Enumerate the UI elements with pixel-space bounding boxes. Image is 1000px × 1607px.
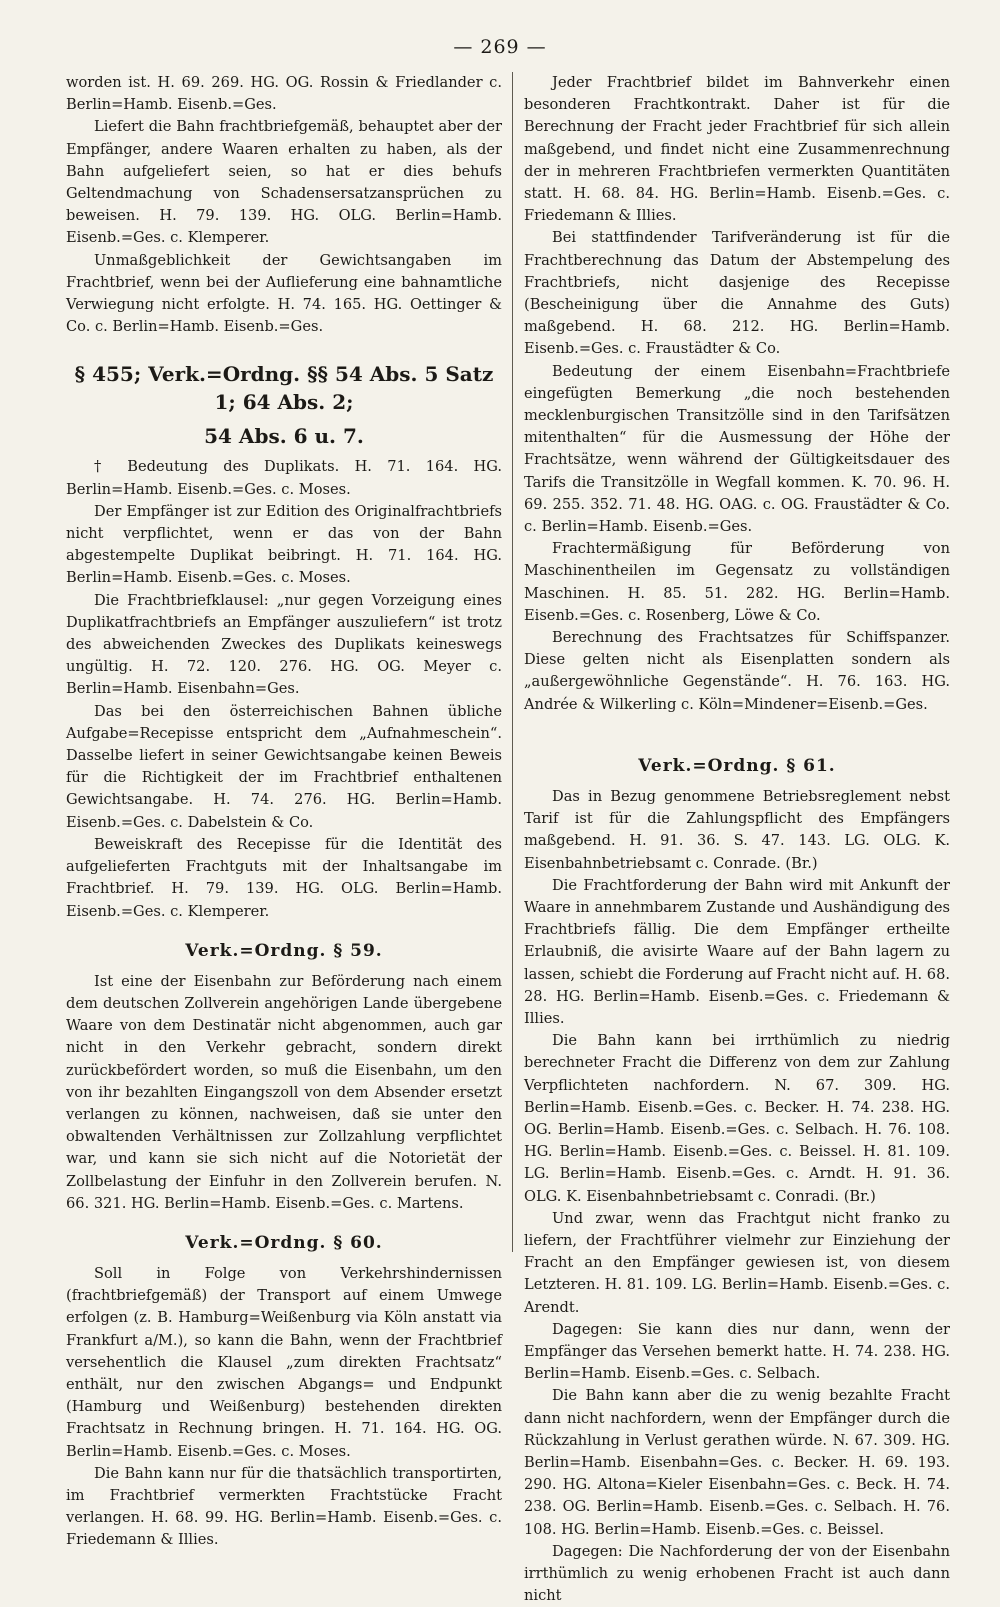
paragraph: Jeder Frachtbrief bildet im Bahnverkehr einen besonderen Frachtkontrakt. Daher ist für die Berechnung der Fracht jeder Frachtbrief für sich allein maßgebend, und findet nicht eine Zusammenrechnung der in mehreren Frachtbriefen vermerkten Quantitäten statt. H. 68. 84. HG. Berlin=Hamb. Eisenb.=Ges. c. Friedemann & Illies. — [524, 74, 950, 225]
paragraph: Bedeutung der einem Eisenbahn=Frachtbriefe eingefügten Bemerkung „die noch bestehenden mecklenburgischen Transitzölle sind in den Tarifsätzen mitenthalten“ für die Ausmessung der Höhe der Frachtsätze, wenn während der Gültigkeitsdauer des Tarifs die Transitzölle in Wegfall kommen. K. 70. 96. H. 69. 255. 352. 71. 48. HG. OAG. c. OG. Fraustädter & Co. c. Berlin=Hamb. Eisenb.=Ges. — [524, 362, 950, 536]
section-heading-61: Verk.=Ordng. § 61. — [638, 755, 836, 776]
section-heading-60: Verk.=Ordng. § 60. — [185, 1232, 383, 1253]
paragraph: Der Empfänger ist zur Edition des Originalfrachtbriefs nicht verpflichtet, wenn er das von der Bahn abgestempelte Duplikat beibringt. H. 71. 164. HG. Berlin=Hamb. Eisenb.=Ges. c. Moses. — [66, 502, 502, 587]
paragraph: Die Frachtforderung der Bahn wird mit Ankunft der Waare in annehmbarem Zustande und Aushändigung des Frachtbriefs fällig. Die dem Empfänger ertheilte Erlaubniß, die avisirte Waare auf der Bahn lagern zu lassen, schiebt die Forderung auf Fracht nicht auf. H. 68. 28. HG. Berlin=Hamb. Eisenb.=Ges. c. Friedemann & Illies. — [524, 876, 950, 1027]
paragraph: Die Bahn kann bei irrthümlich zu niedrig berechneter Fracht die Differenz von dem zur Zahlung Verpflichteten nachfordern. N. 67. 309. HG. Berlin=Hamb. Eisenb.=Ges. c. Becker. H. 74. 238. HG. OG. Berlin=Hamb. Eisenb.=Ges. c. Selbach. H. 76. 108. HG. Berlin=Hamb. Eisenb.=Ges. c. Beissel. H. 81. 109. LG. Berlin=Hamb. Eisenb.=Ges. c. Arndt. H. 91. 36. OLG. K. Eisenbahnbetriebsamt c. Conradi. (Br.) — [524, 1032, 950, 1205]
paragraph: Die Frachtbriefklausel: „nur gegen Vorzeigung eines Duplikatfrachtbriefs an Empfänger auszuliefern“ ist trotz des abweichenden Zweckes des Duplikats keineswegs ungültig. H. 72. 120. 276. HG. OG. Meyer c. Berlin=Hamb. Eisenbahn=Ges. — [66, 591, 502, 698]
paragraph: Und zwar, wenn das Frachtgut nicht franko zu liefern, der Frachtführer vielmehr zur Einziehung der Fracht an den Empfänger gewiesen ist, von diesem Letzteren. H. 81. 109. LG. Berlin=Hamb. Eisenb.=Ges. c. Arendt. — [524, 1209, 950, 1316]
section-heading-455: § 455; Verk.=Ordng. §§ 54 Abs. 5 Satz 1; 64 Abs. 2; — [74, 362, 494, 415]
paragraph: Liefert die Bahn frachtbriefgemäß, behauptet aber der Empfänger, andere Waaren erhalten zu haben, als der Bahn aufgeliefert seien, so hat er dies behufs Geltendmachung von Schadensersatzansprüchen zu beweisen. H. 79. 139. HG. OLG. Berlin=Hamb. Eisenb.=Ges. c. Klemperer. — [66, 118, 502, 247]
paragraph: Dagegen: Die Nachforderung der von der Eisenbahn irrthümlich zu wenig erhobenen Fracht ist auch dann nicht — [524, 1542, 950, 1605]
paragraph: Beweiskraft des Recepisse für die Identität des aufgelieferten Frachtguts mit der Inhaltsangabe im Frachtbrief. H. 79. 139. HG. OLG. Berlin=Hamb. Eisenb.=Ges. c. Klemperer. — [66, 835, 502, 920]
paragraph: Das in Bezug genommene Betriebsreglement nebst Tarif ist für die Zahlungspflicht des Empfängers maßgebend. H. 91. 36. S. 47. 143. LG. OLG. K. Eisenbahnbetriebsamt c. Conrade. (Br.) — [524, 787, 950, 872]
paragraph: Berechnung des Frachtsatzes für Schiffspanzer. Diese gelten nicht als Eisenplatten sondern als „außergewöhnliche Gegenstände“. H. 76. 163. HG. Andrée & Wilkerling c. Köln=Mindener=Eisenb.=Ges. — [524, 629, 950, 713]
spacer — [524, 716, 950, 738]
paragraph: Bei stattfindender Tarifveränderung ist für die Frachtberechnung das Datum der Abstempelung des Frachtbriefs, nicht dasjenige des Recepisse (Bescheinigung über die Annahme des Guts) maßgebend. H. 68. 212. HG. Berlin=Hamb. Eisenb.=Ges. c. Fraustädter & Co. — [524, 229, 950, 358]
paragraph: † Bedeutung des Duplikats. H. 71. 164. HG. Berlin=Hamb. Eisenb.=Ges. c. Moses. — [66, 458, 502, 498]
section-heading-455-continued: 54 Abs. 6 u. 7. — [204, 424, 364, 449]
paragraph: worden ist. H. 69. 269. HG. OG. Rossin & Friedlander c. Berlin=Hamb. Eisenb.=Ges. — [66, 74, 502, 114]
section-heading-59: Verk.=Ordng. § 59. — [185, 940, 383, 961]
right-column — [524, 72, 950, 1607]
paragraph: Unmaßgeblichkeit der Gewichtsangaben im Frachtbrief, wenn bei der Auflieferung eine bahnamtliche Verwiegung nicht erfolgte. H. 74. 165. HG. Oettinger & Co. c. Berlin=Hamb. Eisenb.=Ges. — [66, 251, 502, 336]
paragraph: Die Bahn kann aber die zu wenig bezahlte Fracht dann nicht nachfordern, wenn der Empfänger durch die Rückzahlung in Verlust gerathen würde. N. 67. 309. HG. Berlin=Hamb. Eisenbahn=Ges. c. Becker. H. 69. 193. 290. HG. Altona=Kieler Eisenbahn=Ges. c. Beck. H. 74. 238. OG. Berlin=Hamb. Eisenb.=Ges. c. Selbach. H. 76. 108. HG. Berlin=Hamb. Eisenb.=Ges. c. Beissel. — [524, 1387, 950, 1538]
paragraph: Das bei den österreichischen Bahnen übliche Aufgabe=Recepisse entspricht dem „Aufnahmeschein“. Dasselbe liefert in seiner Gewichtsangabe keinen Beweis für die Richtigkeit der im Frachtbrief enthaltenen Gewichtsangabe. H. 74. 276. HG. Berlin=Hamb. Eisenb.=Ges. c. Dabelstein & Co. — [66, 702, 502, 831]
page-number: — 269 — — [453, 36, 547, 58]
column-divider — [512, 72, 513, 1252]
paragraph: Ist eine der Eisenbahn zur Beförderung nach einem dem deutschen Zollverein angehörigen Lande übergebene Waare von dem Destinatär nicht abgenommen, auch gar nicht in den Verkehr gebracht, sondern direkt zurückbefördert worden, so muß die Eisenbahn, um den von ihr bezahlten Eingangszoll von dem Absender ersetzt verlangen zu können, nachweisen, daß sie unter den obwaltenden Verhältnissen zur Zollzahlung verpflichtet war, und kann sie sich nicht auf die Notorietät der Zollbelastung der Einfuhr in den Zollverein berufen. N. 66. 321. HG. Berlin=Hamb. Eisenb.=Ges. c. Martens. — [66, 972, 502, 1212]
left-column — [66, 72, 502, 1552]
spacer — [66, 338, 502, 352]
paragraph: Dagegen: Sie kann dies nur dann, wenn der Empfänger das Versehen bemerkt hatte. H. 74. 238. HG. Berlin=Hamb. Eisenb.=Ges. c. Selbach. — [524, 1320, 950, 1383]
paragraph: Frachtermäßigung für Beförderung von Maschinentheilen im Gegensatz zu vollständigen Maschinen. H. 85. 51. 282. HG. Berlin=Hamb. Eisenb.=Ges. c. Rosenberg, Löwe & Co. — [524, 540, 950, 624]
paragraph: Soll in Folge von Verkehrshindernissen (frachtbriefgemäß) der Transport auf einem Umwege erfolgen (z. B. Hamburg=Weißenburg via Köln anstatt via Frankfurt a/M.), so kann die Bahn, wenn der Frachtbrief versehentlich die Klausel „zum direkten Frachtsatz“ enthält, nur den zwischen Abgangs= und Endpunkt (Hamburg und Weißenburg) bestehenden direkten Frachtsatz in Rechnung bringen. H. 71. 164. HG. OG. Berlin=Hamb. Eisenb.=Ges. c. Moses. — [66, 1264, 502, 1460]
paragraph: Die Bahn kann nur für die thatsächlich transportirten, im Frachtbrief vermerkten Frachtstücke Fracht verlangen. H. 68. 99. HG. Berlin=Hamb. Eisenb.=Ges. c. Friedemann & Illies. — [66, 1464, 502, 1549]
